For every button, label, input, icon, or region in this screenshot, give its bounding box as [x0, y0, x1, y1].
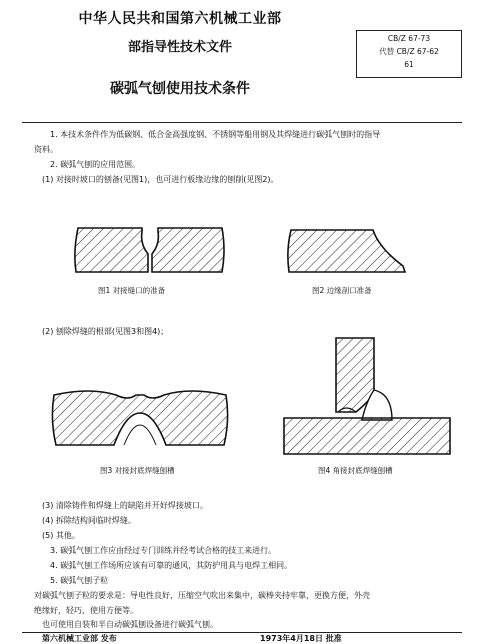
para-2-1: (1) 对接时坡口的刨备(见图1)，也可进行板缘边缘的刨削(见图2)。: [42, 175, 279, 184]
document-type: 部指导性技术文件: [127, 40, 232, 55]
para-2: 2. 碳弧气刨的应用范围。: [50, 160, 141, 169]
document-title: 碳弧气刨使用技术条件: [110, 81, 250, 97]
para-2-4: (4) 拆除结构间临时焊缝。: [42, 516, 136, 525]
footer-date: 1973年4月18日 批准: [260, 634, 342, 643]
para-3: 3. 碳弧气刨工作应由经过专门训练并经考试合格的技工来进行。: [50, 546, 277, 555]
figure-2-caption: 图2 边缘剖口准备: [312, 286, 372, 295]
figure-1-butt-groove: [70, 222, 230, 280]
figure-3-caption: 图3 对接封底焊缝刨槽: [100, 466, 175, 475]
header-rule: [22, 122, 462, 123]
standard-number: CB/Z 67-73: [387, 34, 431, 43]
para-2-2: (2) 刨除焊缝的根部(见图3和图4)；: [42, 327, 169, 336]
figure-4-caption: 图4 角接封底焊缝刨槽: [318, 466, 393, 475]
para-2-5: (5) 其他。: [42, 531, 80, 540]
figure-4-fillet-back-gouging: [280, 332, 455, 457]
figure-3-butt-back-gouging: [50, 385, 230, 450]
figure-2-edge-groove: [285, 222, 415, 280]
para-1-line-2: 资料。: [34, 145, 58, 154]
para-5-line-2: 绝缘好，轻巧，使用方便等。: [34, 606, 138, 615]
para-5: 5. 碳弧气刨子粒: [50, 576, 109, 585]
para-1-line-1: 1. 本技术条件作为低碳钢、低合金高强度钢、不锈钢等船用钢及其焊缝进行碳弧气刨时的指导: [50, 130, 381, 139]
ministry-title: 中华人民共和国第六机械工业部: [78, 11, 282, 27]
para-5-line-1: 对碳弧气刨子粒的要求是：导电性良好，压缩空气吹出来集中，碳棒夹持牢靠，更换方便，外壳: [34, 591, 370, 600]
footer-issuer: 第六机械工业部 发布: [42, 634, 117, 643]
replaces-standard: 代替 CB/Z 67-62: [379, 47, 439, 56]
para-4: 4. 碳弧气刨工作场所应该有可靠的通风，其防护用具与电焊工相同。: [50, 561, 293, 570]
standard-number-box: [356, 30, 462, 78]
figure-1-caption: 图1 对接缝口的准备: [98, 286, 166, 295]
para-5-line-3: 也可使用自装和半自动碳弧刨设备进行碳弧气刨。: [42, 620, 218, 629]
para-2-3: (3) 清除铸件和焊缝上的缺陷并开好焊接坡口。: [42, 501, 208, 510]
page-number: 61: [404, 60, 414, 69]
